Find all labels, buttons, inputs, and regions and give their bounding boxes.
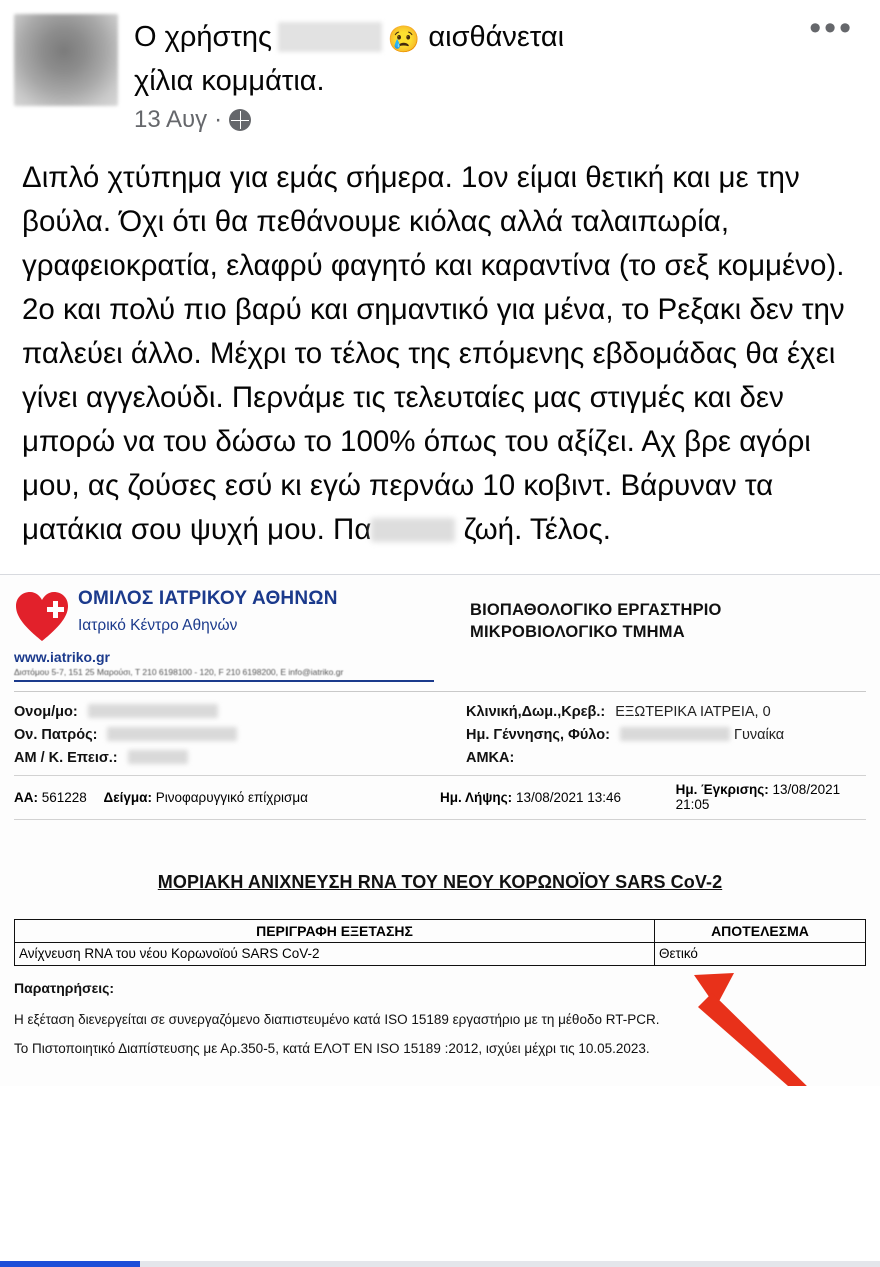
notes-label: Παρατηρήσεις: — [14, 980, 115, 996]
more-options-icon[interactable]: ••• — [809, 9, 854, 47]
post-paragraph-3: ζωή. Τέλος. — [463, 513, 611, 546]
notes-line-2: Το Πιστοποιητικό Διαπίστευσης με Αρ.350-5, κατά ΕΛΟΤ ΕΝ ISO 15189 :2012, ισχύει μέχρι τις 10.05.2023. — [14, 1041, 650, 1056]
clinic-address-text: Διστόμου 5-7, 151 25 Μαρούσι, T 210 6198100 - 120, F 210 6198200, E info@iatriko.gr — [14, 667, 344, 677]
results-table — [14, 919, 866, 966]
post-author-line — [134, 9, 866, 60]
post-meta — [134, 106, 866, 134]
author-prefix: Ο χρήστης — [134, 21, 272, 53]
column-header-description: ΠΕΡΙΓΡΑΦΗ ΕΞΕΤΑΣΗΣ — [15, 920, 655, 942]
notes-line-1: Η εξέταση διενεργείται σε συνεργαζόμενο διαπιστευμένο κατά ISO 15189 εργαστήριο με τη μέθοδο RT-PCR. — [14, 1012, 660, 1027]
field-label: Ονομ/μο: — [14, 703, 78, 720]
approved-label: Ημ. Έγκρισης: — [675, 782, 769, 797]
avatar[interactable] — [14, 14, 118, 106]
patient-field-row — [14, 700, 466, 723]
field-label: ΑΜ / Κ. Επεισ.: — [14, 749, 118, 766]
taken-label: Ημ. Λήψης: — [439, 789, 513, 805]
document-header — [14, 589, 866, 643]
header-rule-light — [14, 691, 866, 692]
patient-info-left — [14, 700, 466, 769]
feeling-tail: χίλια κομμάτια. — [134, 65, 325, 97]
test-title: ΜΟΡΙΑΚΗ ΑΝΙΧΝΕΥΣΗ RNA ΤΟΥ ΝΕΟΥ ΚΟΡΩΝΟΪΟΥ SARS CoV-2 — [157, 872, 723, 892]
field-value — [118, 750, 188, 766]
approved-value: 13/08/2021 21:05 — [675, 782, 841, 812]
aa-label: ΑΑ: — [14, 789, 38, 805]
clinic-logo-block — [14, 589, 444, 643]
post-paragraph-2 — [22, 288, 858, 552]
post-text — [0, 134, 880, 558]
field-value — [97, 727, 237, 743]
horizontal-scrollbar[interactable] — [0, 1261, 880, 1267]
taken-date — [440, 790, 676, 805]
document-page — [0, 575, 880, 1086]
approved-date — [676, 782, 866, 812]
header-rule — [14, 680, 434, 682]
lab-department-block — [444, 589, 722, 643]
post-paragraph-2-text: 2ο και πολύ πιο βαρύ και σημαντικό για μένα, το Ρεξακι δεν την παλεύει άλλο. Μέχρι το τέλος της επόμενης εβδομάδας θα έχει γίνει αγγελούδι. Περνάμε τις τελευταίες μας στιγμές και δεν μπορώ να του δώσω το 100% όπως του αξίζει. Αχ βρε αγόρι μου, ας ζούσες εσύ κι εγώ περνάω 10 κοβιντ. Βάρυναν τα ματάκια σου ψυχή μου. Πα — [22, 293, 845, 546]
patient-field-row — [14, 723, 466, 746]
author-name-redacted — [278, 22, 382, 52]
clinic-group-name: ΟΜΙΛΟΣ ΙΑΤΡΙΚΟΥ ΑΘΗΝΩΝ — [78, 588, 338, 609]
clinic-website: www.iatriko.gr — [14, 649, 110, 665]
heart-logo-icon — [14, 591, 70, 643]
sample-type — [104, 790, 440, 805]
post-header — [0, 0, 880, 134]
patient-field-row — [14, 746, 466, 769]
attached-document[interactable] — [0, 574, 880, 1086]
dot-separator: · — [214, 106, 223, 133]
cell-result: Θετικό — [659, 946, 698, 961]
field-label: ΑΜΚΑ: — [466, 749, 515, 766]
field-label: Ημ. Γέννησης, Φύλο: — [466, 726, 610, 743]
field-value — [78, 704, 218, 720]
aa-value: 561228 — [41, 789, 87, 805]
sample-value: Ρινοφαρυγγικό επίχρισμα — [155, 789, 308, 805]
field-value — [610, 727, 784, 743]
patient-info-grid — [14, 700, 866, 769]
scrollbar-thumb[interactable] — [0, 1261, 140, 1267]
post-paragraph-1: Διπλό χτύπημα για εμάς σήμερα. 1ον είμαι θετική και με την βούλα. Όχι ότι θα πεθάνουμε κιόλας αλλά ταλαιπωρία, γραφειοκρατία, ελαφρύ φαγητό και καραντίνα (το σεξ κομμένο). — [22, 161, 845, 282]
feeling-text: αισθάνεται — [428, 21, 565, 53]
crying-face-icon: 😢 — [387, 24, 421, 54]
sample-info-row — [14, 782, 866, 812]
sample-rule — [14, 819, 866, 820]
aa-number — [14, 790, 104, 805]
patient-info-right — [466, 700, 866, 769]
sample-label: Δείγμα: — [103, 789, 152, 805]
field-value: ΕΞΩΤΕΡΙΚΑ ΙΑΤΡΕΙΑ, 0 — [615, 703, 771, 720]
patient-field-row — [466, 700, 866, 723]
lab-line-1: ΒΙΟΠΑΘΟΛΟΓΙΚΟ ΕΡΓΑΣΤΗΡΙΟ — [470, 601, 722, 619]
table-header-row — [15, 920, 865, 943]
redacted-word — [371, 518, 455, 542]
clinic-name-block — [70, 589, 338, 635]
clinic-address — [14, 667, 866, 677]
field-label: Κλινική,Δωμ.,Κρεβ.: — [466, 703, 606, 720]
post-date[interactable]: 13 Αυγ — [134, 106, 208, 133]
patient-field-row — [466, 746, 866, 769]
post-header-text — [118, 10, 866, 134]
lab-line-2: ΜΙΚΡΟΒΙΟΛΟΓΙΚΟ ΤΜΗΜΑ — [470, 623, 685, 641]
feeling-group — [388, 21, 564, 53]
globe-icon[interactable] — [229, 109, 251, 131]
clinic-center-name: Ιατρικό Κέντρο Αθηνών — [78, 617, 238, 634]
taken-value: 13/08/2021 13:46 — [515, 789, 622, 805]
column-header-result: ΑΠΟΤΕΛΕΣΜΑ — [711, 923, 809, 939]
field-label: Ον. Πατρός: — [14, 726, 98, 743]
table-row — [15, 943, 865, 965]
patient-rule — [14, 775, 866, 776]
patient-field-row — [466, 723, 866, 746]
cell-description: Ανίχνευση RNA του νέου Κορωνοϊού SARS CoV-2 — [15, 943, 655, 965]
field-value-gender: Γυναίκα — [733, 726, 785, 743]
